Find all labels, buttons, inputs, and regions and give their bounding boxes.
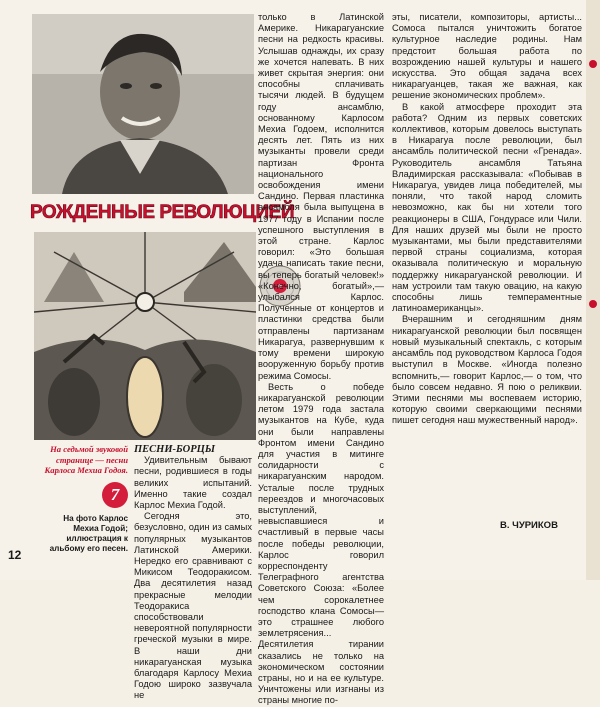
section-heading: ПЕСНИ-БОРЦЫ (134, 444, 216, 455)
photo-caption: На фото Карлос Мехиа Годой; иллюстрация к альбому его песен. (49, 513, 128, 553)
edge-marker (589, 300, 597, 308)
sidebar-captions (36, 444, 128, 554)
column-left (134, 444, 252, 702)
album-illustration (34, 232, 256, 440)
portrait-illustration (32, 14, 254, 194)
column-middle (258, 12, 384, 707)
paragraph: В какой атмосфере проходит эта работа? Одним из первых советских коллективов, которым довелось выступать в Никарагуа после революции, был ансамбль политической песни «Гренада». Руководитель ансамбля Татьяна Владимирская рассказывала: «Побывав в Никарагуа, увидев лица победителей, мы поняли, что такой народ сломить невозможно, как бы ни хотели того реакционеры в США, Гондурасе или Чили. Для наших друзей мы были не просто музыкантами, мы были представителями первой страны социализма, которая оказывала политическую и моральную поддержку никарагуанской революции. И нам устроили там такую овацию, на какую способны лишь темпераментные латиноамериканцы». (392, 101, 582, 314)
paragraph: Весть о победе никарагуанской революции летом 1979 года застала музыкантов на Кубе, куда они были направлены Фронтом имени Сандино для участия в митинге солидарности с никарагуанским народом. Усталые после трудных переездов и многочасовых выступлений, невыспавшиеся и счастливый в первые часы после победы революции, Карлос говорил корреспонденту Телеграфного агентства Советского Союза: «Более чем сорокалетнее господство клана Сомосы—это страшнее любого землетрясения... Десятилетия тирании сказались не только на экономическом состоянии страны, но и на ее культуре. Уничтожены или изгнаны из страны многие по- (258, 381, 384, 706)
paragraph: Вчерашним и сегодняшним дням никарагуанской революции был посвящен новый музыкальный спектакль, с которым ансамбль под руководством Карлоса Годоя выступил в Москве. «Иногда полезно вспомнить,— говорит Карлос,— о том, что было совсем недавно. Я пою о реликвии. Этими песнями мы воспеваем историю, которую своими сверкающими песнями пишет сегодня наш мужественный народ». (392, 314, 582, 426)
paragraph: Удивительным бывают песни, родившиеся в годы великих испытаний. Именно такие создал Карлос Мехиа Годой. (134, 455, 252, 511)
paragraph: эты, писатели, композиторы, артисты... Сомоса пытался уничтожить богатое культурное наследие родины. Нам предстоит большая работа по возрождению нашей культуры и нашего искусства. Это общая задача всех никарагуанцев, такая же важная, как решение экономических проблем». (392, 12, 582, 101)
column-right (392, 12, 582, 427)
revolution-artwork (34, 232, 256, 440)
author-byline: В. ЧУРИКОВ (500, 520, 558, 531)
portrait-photo (32, 14, 254, 194)
paragraph: только в Латинской Америке. Никарагуанские песни на редкость красивы. Услышав однажды, их сразу же хочется напевать. В них живет скрытая энергия: они способны сплачивать тысячи людей. В будущем году ансамблю, основанному Карлосом Мехиа Годоем, исполнится десять лет. Пять из них музыканты провели среди партизан Фронта национального освобождения имени Сандино. Первая пластинка ансамбля была выпущена в 1977 году в Испании после успешного выступления в этой стране. Карлос говорил: «Это большая удача написать такие песни, вы теперь богатый человек!» «Конечно, богатый»,— улыбался Карлос. Полученные от концертов и пластинки средства были отправлены партизанам Никарагуа, развернувшим к тому времени широкую вооруженную борьбу против режима Сомосы. (258, 12, 384, 381)
page-edge (586, 0, 600, 580)
page-number: 12 (8, 548, 22, 562)
article-headline: РОЖДЕННЫЕ РЕВОЛЮЦИЕЙ (30, 202, 295, 223)
sound-page-note: На седьмой звуковой странице — песни Карлоса Мехиа Годоя. (44, 444, 128, 475)
edge-marker (589, 60, 597, 68)
paragraph: Сегодня это, безусловно, один из самых популярных музыкантов Латинской Америки. Нередко его сравнивают с Микисом Теодоракисом. Два десятилетия назад прекрасные мелодии Теодоракиса способствовали невероятной популярности греческой музыки в мире. В наши дни никарагуанская музыка благодаря Карлосу Мехиа Годою широко зазвучала не (134, 511, 252, 701)
sound-page-badge: 7 (102, 482, 128, 508)
